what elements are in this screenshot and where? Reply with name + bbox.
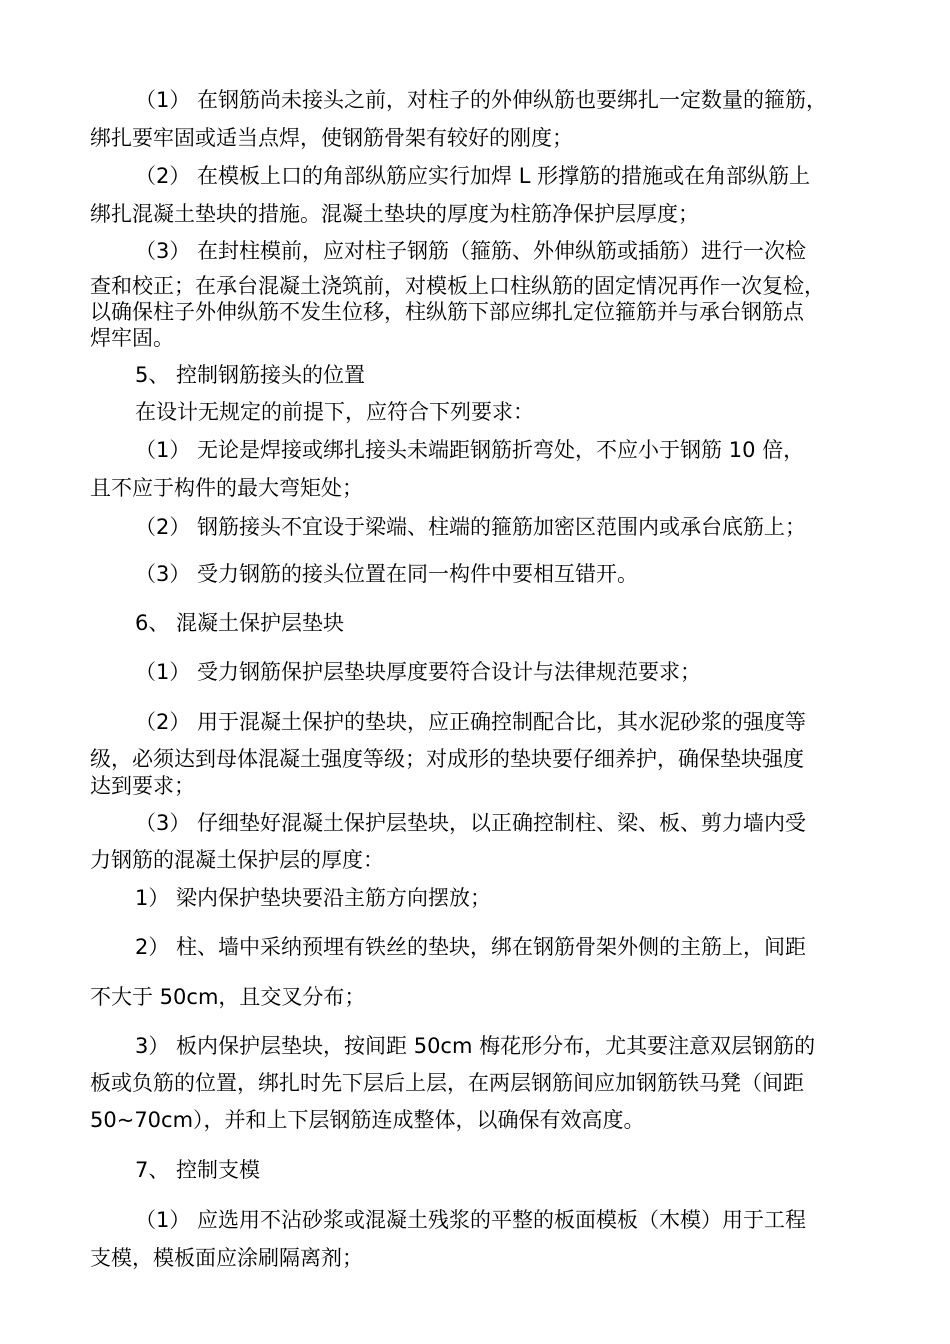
text-line: 在设计无规定的前提下，应符合下列要求： bbox=[135, 400, 534, 424]
text-line: 1） 梁内保护垫块要沿主筋方向摆放； bbox=[135, 886, 492, 910]
text-line: （2） 用于混凝土保护的垫块，应正确控制配合比，其水泥砂浆的强度等 bbox=[135, 710, 807, 734]
text-line: （1） 受力钢筋保护层垫块厚度要符合设计与法律规范要求； bbox=[135, 660, 702, 684]
text-line: （1） 应选用不沾砂浆或混凝土残浆的平整的板面模板（木模）用于工程 bbox=[135, 1208, 807, 1232]
section-heading: 6、 混凝土保护层垫块 bbox=[135, 611, 345, 635]
text-line: 力钢筋的混凝土保护层的厚度： bbox=[90, 848, 384, 872]
text-line: （3） 在封柱模前，应对柱子钢筋（箍筋、外伸纵筋或插筋）进行一次检 bbox=[135, 239, 807, 263]
text-line: 板或负筋的位置，绑扎时先下层后上层，在两层钢筋间应加钢筋铁马凳（间距 bbox=[90, 1071, 804, 1095]
text-line: （3） 仔细垫好混凝土保护层垫块，以正确控制柱、梁、板、剪力墙内受 bbox=[135, 811, 807, 835]
text-line: 2） 柱、墙中采纳预埋有铁丝的垫块，绑在钢筋骨架外侧的主筋上，间距 bbox=[135, 935, 807, 959]
text-line: （1） 在钢筋尚未接头之前，对柱子的外伸纵筋也要绑扎一定数量的箍筋， bbox=[135, 88, 828, 112]
text-line: 且不应于构件的最大弯矩处； bbox=[90, 476, 363, 500]
text-line: 50~70cm），并和上下层钢筋连成整体，以确保有效高度。 bbox=[90, 1108, 645, 1132]
text-line: （2） 钢筋接头不宜设于梁端、柱端的箍筋加密区范围内或承台底筋上； bbox=[135, 515, 807, 539]
text-line: （2） 在模板上口的角部纵筋应实行加焊 L 形撑筋的措施或在角部纵筋上 bbox=[135, 164, 811, 188]
text-line: 绑扎混凝土垫块的措施。混凝土垫块的厚度为柱筋净保护层厚度； bbox=[90, 202, 699, 226]
text-line: （1） 无论是焊接或绑扎接头未端距钢筋折弯处，不应小于钢筋 10 倍， bbox=[135, 438, 805, 462]
text-line: 以确保柱子外伸纵筋不发生位移，柱纵筋下部应绑扎定位箍筋并与承台钢筋点 bbox=[90, 300, 804, 324]
text-line: 查和校正；在承台混凝土浇筑前，对模板上口柱纵筋的固定情况再作一次复检， bbox=[90, 274, 825, 298]
section-heading: 5、 控制钢筋接头的位置 bbox=[135, 363, 366, 387]
text-line: 焊牢固。 bbox=[90, 326, 174, 350]
text-line: （3） 受力钢筋的接头位置在同一构件中要相互错开。 bbox=[135, 562, 639, 586]
text-line: 级，必须达到母体混凝土强度等级；对成形的垫块要仔细养护，确保垫块强度 bbox=[90, 747, 804, 771]
text-line: 达到要求； bbox=[90, 774, 195, 798]
text-line: 3） 板内保护层垫块，按间距 50cm 梅花形分布，尤其要注意双层钢筋的 bbox=[135, 1034, 816, 1058]
text-line: 支模，模板面应涂刷隔离剂； bbox=[90, 1246, 363, 1270]
text-line: 绑扎要牢固或适当点焊，使钢筋骨架有较好的刚度； bbox=[90, 126, 573, 150]
section-heading: 7、 控制支模 bbox=[135, 1158, 261, 1182]
text-line: 不大于 50cm，且交叉分布； bbox=[90, 985, 366, 1009]
